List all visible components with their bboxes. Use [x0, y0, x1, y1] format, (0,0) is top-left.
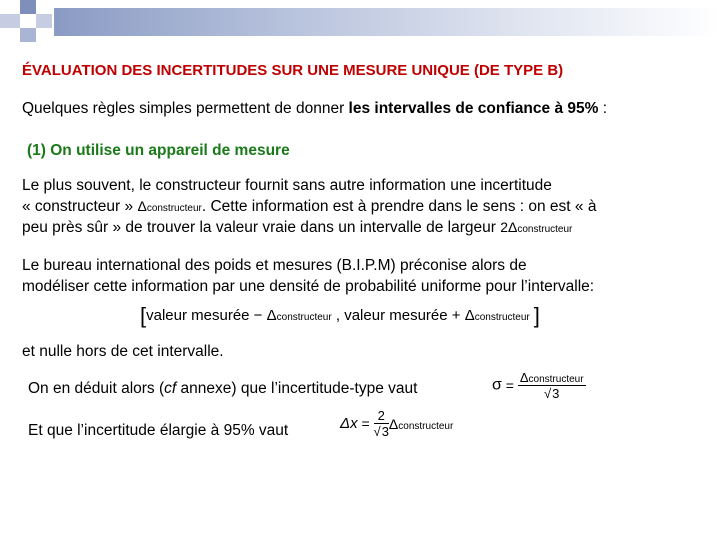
intro-paragraph: Quelques règles simples permettent de donner les intervalles de confiance à 95% :: [22, 100, 608, 117]
paragraph-3: et nulle hors de cet intervalle.: [22, 343, 224, 360]
paragraph-1-line-3: peu près sûr » de trouver la valeur vraie dans un intervalle de largeur 2Δconstructeur: [22, 219, 573, 236]
section-heading: (1) On utilise un appareil de mesure: [27, 142, 290, 159]
paragraph-1-line-2: « constructeur » Δconstructeur. Cette information est à prendre dans le sens : on est « à: [22, 198, 597, 215]
paragraph-2-line-2: modéliser cette information par une densité de probabilité uniforme pour l’intervalle:: [22, 278, 595, 295]
paragraph-1-line-1: Le plus souvent, le constructeur fournit sans autre information une incertitude: [22, 177, 552, 194]
page-title: ÉVALUATION DES INCERTITUDES SUR UNE MESURE UNIQUE (DE TYPE B): [22, 62, 564, 79]
paragraph-2-line-1: Le bureau international des poids et mesures (B.I.P.M) préconise alors de: [22, 257, 527, 274]
corner-decoration: [0, 0, 720, 52]
expanded-uncertainty-formula: Δx = $\frac{2}{√3}$ Δconstructeur: [340, 408, 454, 439]
two-delta-constructeur: 2Δconstructeur: [500, 219, 573, 235]
delta-constructeur-inline: Δconstructeur: [137, 198, 202, 214]
paragraph-5: Et que l’incertitude élargie à 95% vaut: [28, 422, 289, 439]
sigma-formula: σ = $\frac{\text{Δconstructeur}}{√3}$: [492, 370, 584, 401]
paragraph-4: On en déduit alors (cf annexe) que l’incertitude-type vaut: [28, 380, 418, 397]
interval-formula: [valeur mesurée − Δconstructeur , valeur mesurée + Δconstructeur ]: [140, 303, 540, 328]
confidence-interval-emphasis: les intervalles de confiance à 95%: [348, 100, 599, 117]
